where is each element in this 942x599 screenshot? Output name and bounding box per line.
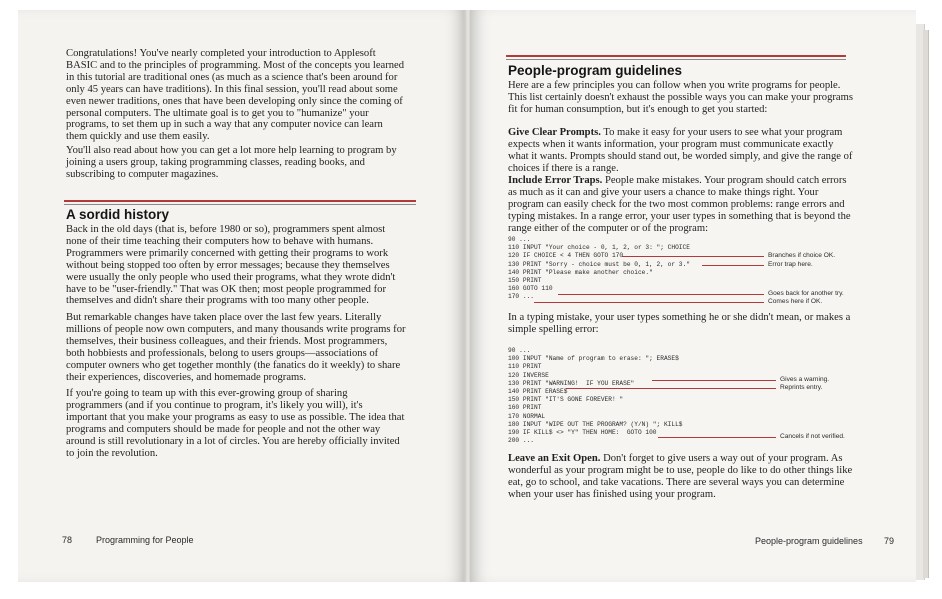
text-error-traps: People make mistakes. Your program should catch errors as much as it can and give your users a chance to make things right. Your program can easily check for the two most common problems: range errors and typing mistakes. In a range error, your user types in something that is beyond the range either of the computer or of the program: <box>508 175 851 234</box>
annotation-leader <box>622 256 764 257</box>
code-line: 120 INVERSE <box>508 371 549 379</box>
term-error-traps: Include Error Traps. <box>508 175 603 186</box>
annotation-leader <box>566 388 776 389</box>
code-line: 90 ... <box>508 236 531 243</box>
code-line: 160 GOTO 110 <box>508 285 553 293</box>
annotation-goes-back: Goes back for another try. <box>768 290 844 297</box>
page-number-right: 79 <box>884 536 895 546</box>
code-line: 190 IF KILL$ <> "Y" THEN HOME: GOTO 100 <box>508 428 657 436</box>
right-page <box>470 10 916 582</box>
term-exit-open: Leave an Exit Open. <box>508 453 601 464</box>
code-line: 180 INPUT "WIPE OUT THE PROGRAM? (Y/N) "; KILL$ <box>508 420 683 428</box>
code-line: 200 ... <box>508 437 534 445</box>
code-line: 140 PRINT "Please make another choice." <box>508 268 653 276</box>
code-listing-typing-mistake <box>508 347 858 445</box>
open-book <box>18 10 923 582</box>
page-number-left: 78 <box>62 535 73 545</box>
section-heading-sordid-history: A sordid history <box>66 207 170 222</box>
code-line: 120 IF CHOICE < 4 THEN GOTO 170 <box>508 252 624 260</box>
history-paragraph-3: If you're going to team up with this ever-growing group of sharing programmers (and if you continue to program, it's likely you will), it's important that you make your programs as easy to use as possible. The idea that programs and computers should be made for people and not the other way around is still revolutionary in a lot of circles. You are hereby officially invited to join the revolution. <box>66 388 405 459</box>
annotation-reprints: Reprints entry. <box>780 384 823 391</box>
section-rule-gray <box>64 204 416 205</box>
code-line: 130 PRINT "WARNING! IF YOU ERASE" <box>508 379 635 387</box>
running-head-left: Programming for People <box>96 535 194 545</box>
code-line: 140 PRINT ERASE$ <box>508 387 568 395</box>
code-line: 170 NORMAL <box>508 412 546 420</box>
code-line: 170 ... <box>508 293 534 301</box>
code-line: 160 PRINT <box>508 404 542 412</box>
guideline-clear-prompts <box>508 127 856 175</box>
section-rule-red <box>64 200 416 202</box>
left-page <box>18 10 466 582</box>
heading-rule-gray <box>506 59 846 60</box>
annotation-error-trap: Error trap here. <box>768 261 813 268</box>
page-edges-back <box>923 30 929 578</box>
guidelines-intro: Here are a few principles you can follow when you write programs for people. This list certainly doesn't exhaust the possible ways you can make your programs fit for human consumption, but it's enough to get you started: <box>508 80 853 115</box>
annotation-leader <box>702 265 764 266</box>
annotation-comes-here: Comes here if OK. <box>768 298 823 305</box>
guideline-error-traps <box>508 175 856 235</box>
typing-mistake-paragraph: In a typing mistake, your user types something he or she didn't mean, or makes a simple spelling error: <box>508 312 851 335</box>
running-head-right: People-program guidelines <box>755 536 863 546</box>
intro-paragraph: Congratulations! You've nearly completed your introduction to Applesoft BASIC and to the principles of programming. Most of the concepts you learned in this tutorial are traditional ones (as much as a science that's been around for only 45 years can have traditions). In this final session, you'll read about some even newer traditions, ones that have been developing only since the coming of personal computers. The ultimate goal is to get you to "humanize" your programs, to set them up in such a way that any computer novice can learn them quickly and use them easily. <box>66 48 405 143</box>
help-paragraph: You'll also read about how you can get a lot more help learning to program by joining a users group, taking programming classes, reading books, and subscribing to computer magazines. <box>66 145 397 180</box>
history-paragraph-1: Back in the old days (that is, before 1980 or so), programmers spent almost none of their time teaching their computers how to behave with humans. Programmers were primarily concerned with getting their programs to work without being stopped too often by error messages; because they themselves were usually the only people who used their programs, what they wrote didn't have to be "user-friendly." That was OK then; most people programmed for themselves and didn't share their programs with too many other people. <box>66 224 396 307</box>
annotation-leader <box>558 294 764 295</box>
code-line: 90 ... <box>508 347 531 354</box>
annotation-branches: Branches if choice OK. <box>768 252 836 259</box>
section-heading-guidelines: People-program guidelines <box>508 63 683 78</box>
code-line: 110 INPUT "Your choice - 0, 1, 2, or 3: "; CHOICE <box>508 244 690 252</box>
annotation-leader <box>658 437 776 438</box>
code-line: 130 PRINT "Sorry - choice must be 0, 1, 2, or 3." <box>508 260 690 268</box>
annotation-leader <box>652 380 776 381</box>
code-line: 150 PRINT "IT'S GONE FOREVER! " <box>508 396 624 404</box>
text-exit-open: Don't forget to give users a way out of your program. As wonderful as your program might be to use, people do like to do other things like eat, go to school, and take vacations. There are several ways you can determine when your user has finished using your program. <box>508 453 853 500</box>
code-line: 110 PRINT <box>508 363 542 371</box>
term-clear-prompts: Give Clear Prompts. <box>508 127 601 138</box>
annotation-leader <box>534 302 764 303</box>
annotation-cancels: Cancels if not verified. <box>780 433 845 440</box>
history-paragraph-2: But remarkable changes have taken place over the last few years. Literally millions of people now own computers, and many thousands write programs for themselves, their business colleagues, and their friends. Most programmers, both hobbiests and professionals, belong to users groups—associations of computer owners who get together monthly (the fanatics do it weekly) to share their experiences, discoveries, and homemade programs. <box>66 312 406 383</box>
guideline-exit-open <box>508 453 856 501</box>
heading-rule-red <box>506 55 846 57</box>
code-line: 100 INPUT "Name of program to erase: "; ERASE$ <box>508 355 679 363</box>
annotation-warning: Gives a warning. <box>780 376 830 383</box>
text-clear-prompts: To make it easy for your users to see what your program expects when it wants information, your program must communicate exactly what it wants. Prompts should stand out, be worded simply, and give the range of choices if there is a range. <box>508 127 853 174</box>
code-line: 150 PRINT <box>508 276 542 284</box>
